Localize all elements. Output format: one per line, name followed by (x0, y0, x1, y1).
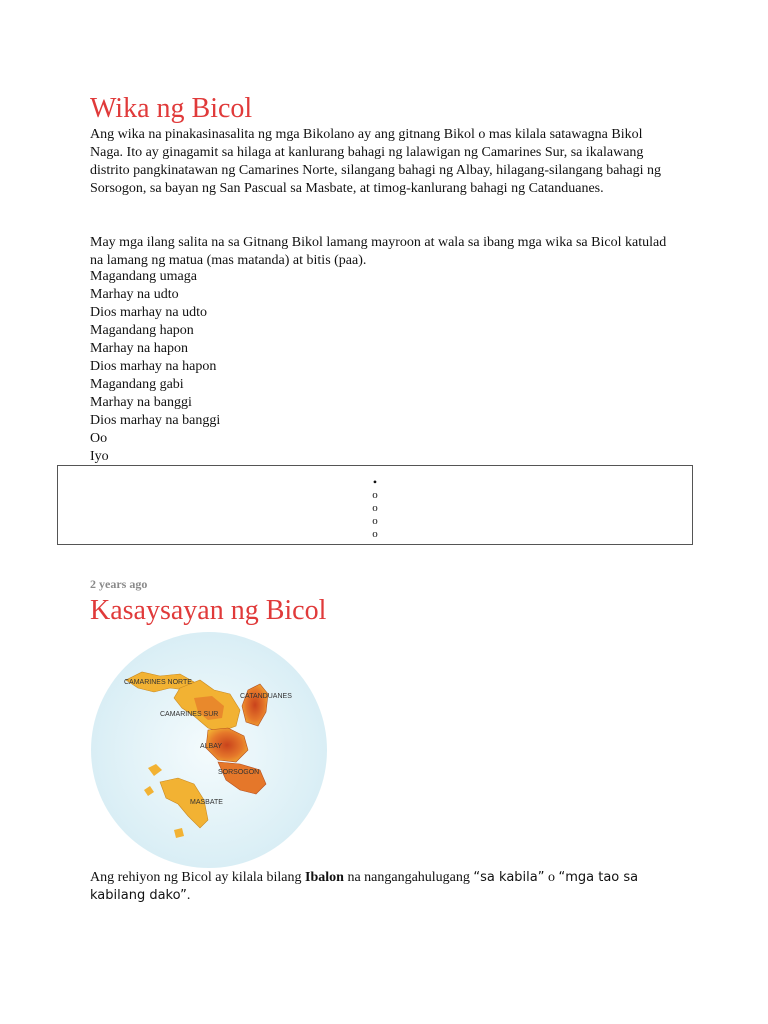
para-text: na nangangahulugang (343, 870, 474, 885)
map-label-catanduanes: CATANDUANES (240, 693, 292, 700)
list-item: Iyo (90, 449, 109, 464)
paragraph-ibalon (90, 869, 668, 905)
list-item: Dios marhay na hapon (90, 359, 217, 374)
bullet-disc: • (372, 475, 378, 489)
map-label-masbate: MASBATE (190, 799, 223, 806)
list-item: Magandang hapon (90, 323, 194, 338)
para-bold-term: Ibalon (305, 870, 344, 885)
bicol-map-image (90, 632, 330, 868)
para-quote: “sa kabila” (473, 870, 545, 885)
para-quote: “mga tao sa kabilang dako” (90, 870, 639, 903)
list-item: Oo (90, 431, 108, 446)
bullet-circle: o (372, 515, 378, 527)
section-title-wika: Wika ng Bicol (90, 93, 253, 124)
bullet-circle: o (372, 528, 378, 540)
list-item: Magandang umaga (90, 269, 197, 284)
bullet-circle: o (372, 489, 378, 501)
bullet-circle: o (372, 502, 378, 514)
para-text: . (186, 888, 191, 903)
list-item: Dios marhay na udto (90, 305, 208, 320)
para-text: o (544, 870, 559, 885)
map-label-camarines-sur: CAMARINES SUR (160, 711, 219, 718)
section-title-kasaysayan: Kasaysayan ng Bicol (90, 595, 327, 626)
paragraph-wika-words: May mga ilang salita na sa Gitnang Bikol lamang mayroon at wala sa ibang mga wika sa Bicol katulad na lamang ng matua (mas matanda) at bitis (paa). (90, 235, 667, 268)
bicol-region-map (90, 632, 330, 868)
greeting-list (90, 268, 220, 466)
list-item: Dios marhay na banggi (90, 413, 221, 428)
map-label-albay: ALBAY (200, 743, 223, 750)
paragraph-wika-intro: Ang wika na pinakasinasalita ng mga Bikolano ay ang gitnang Bikol o mas kilala satawagna Bikol Naga. Ito ay ginagamit sa hilaga at kanlurang bahagi ng lalawigan ng Camarines Sur, sa ikalawang distrito pangkinatawan ng Camarines Norte, silangang bahagi ng Albay, hilagang-silangang bahagi ng Sorsogon, sa bayan ng San Pascual sa Masbate, at timog-kanlurang bahagi ng Catanduanes. (90, 127, 662, 196)
post-timestamp: 2 years ago (90, 577, 148, 591)
empty-bullet-box (57, 465, 693, 545)
para-text: Ang rehiyon ng Bicol ay kilala bilang (90, 870, 306, 885)
list-item: Marhay na banggi (90, 395, 192, 410)
map-label-sorsogon: SORSOGON (218, 769, 260, 776)
list-item: Magandang gabi (90, 377, 184, 392)
list-item: Marhay na hapon (90, 341, 188, 356)
map-label-camarines-norte: CAMARINES NORTE (124, 679, 192, 686)
list-item: Marhay na udto (90, 287, 179, 302)
